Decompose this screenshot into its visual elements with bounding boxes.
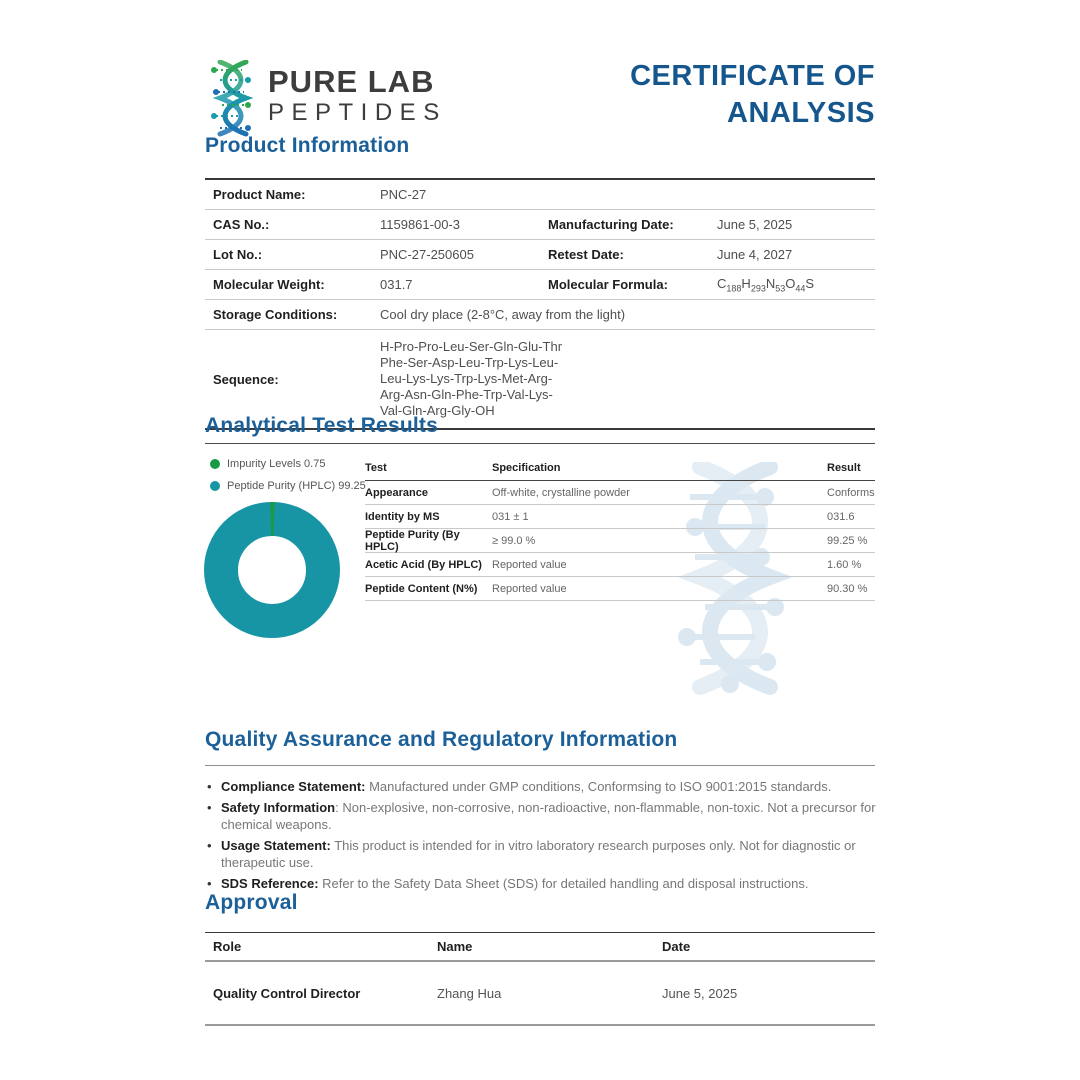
section-heading-product-information: Product Information xyxy=(205,134,410,157)
list-item xyxy=(207,875,879,892)
document-title-line1: CERTIFICATE OF xyxy=(630,60,875,92)
dna-helix-logo-icon xyxy=(202,60,262,143)
retest-date-value: June 4, 2027 xyxy=(717,247,793,262)
approver-name: Zhang Hua xyxy=(437,985,502,1001)
legend-item-impurity xyxy=(210,458,366,470)
molecular-weight-value: 031.7 xyxy=(380,277,413,292)
qa-bullet-label: SDS Reference: xyxy=(221,876,319,891)
header-specification: Specification xyxy=(492,461,561,474)
header-name: Name xyxy=(437,939,473,954)
approval-table xyxy=(205,932,875,1026)
brand-wordmark xyxy=(268,66,447,125)
qa-bullet-label: Usage Statement: xyxy=(221,838,331,853)
header-role: Role xyxy=(213,939,242,954)
bullet-marker: • xyxy=(207,876,212,891)
results-table-header xyxy=(365,455,875,481)
qa-bullet-text: This product is intended for in vitro laboratory research purposes only. Not for diagnostic or therapeutic use. xyxy=(221,838,856,870)
legend-item-purity xyxy=(210,480,366,492)
storage-conditions-value: Cool dry place (2-8°C, away from the light) xyxy=(380,307,626,322)
qa-heading-rule xyxy=(205,765,875,766)
document-title xyxy=(555,58,875,132)
header-test: Test xyxy=(365,461,387,474)
lot-label: Lot No.: xyxy=(213,247,263,262)
analytical-heading-rule xyxy=(205,443,875,444)
header-date: Date xyxy=(662,939,691,954)
qa-bullet-label: Compliance Statement: xyxy=(221,779,366,794)
table-row xyxy=(205,270,875,300)
storage-conditions-label: Storage Conditions: xyxy=(213,307,338,322)
lot-value: PNC-27-250605 xyxy=(380,247,474,262)
legend-dot-purity xyxy=(210,481,220,491)
section-heading-approval: Approval xyxy=(205,891,298,914)
bullet-marker: • xyxy=(207,838,212,853)
purity-donut-chart xyxy=(202,500,342,640)
cas-value: 1159861-00-3 xyxy=(380,217,460,232)
qa-bullet-text: Manufactured under GMP conditions, Conformsing to ISO 9001:2015 standards. xyxy=(365,779,832,794)
section-heading-quality-assurance: Quality Assurance and Regulatory Information xyxy=(205,728,678,751)
table-row: Peptide Purity (By HPLC) ≥ 99.0 % 99.25 % xyxy=(365,529,875,553)
product-name-label: Product Name: xyxy=(213,187,306,202)
sequence-label: Sequence: xyxy=(213,371,279,387)
table-row xyxy=(205,210,875,240)
analytical-results-table xyxy=(365,455,875,601)
table-row: Peptide Content (N%) Reported value 90.30 % xyxy=(365,577,875,601)
header-result: Result xyxy=(827,461,861,474)
legend-label-impurity: Impurity Levels 0.75 xyxy=(227,458,326,470)
section-heading-analytical-test-results: Analytical Test Results xyxy=(205,414,438,437)
brand-name-line1: PURE LAB xyxy=(268,64,435,99)
bullet-marker: • xyxy=(207,800,212,815)
table-row: Identity by MS 031 ± 1 031.6 xyxy=(365,505,875,529)
list-item xyxy=(207,837,879,871)
qa-bullet-text: : Non-explosive, non-corrosive, non-radioactive, non-flammable, non-toxic. Not a precursor for chemical weapons. xyxy=(221,800,876,832)
approver-role: Quality Control Director xyxy=(213,985,361,1001)
qa-bullet-text: Refer to the Safety Data Sheet (SDS) for detailed handling and disposal instructions. xyxy=(318,876,809,891)
product-info-table xyxy=(205,178,875,430)
legend-dot-impurity xyxy=(210,459,220,469)
qa-bullet-list xyxy=(207,778,879,896)
table-row xyxy=(205,962,875,1026)
brand-name-line2: PEPTIDES xyxy=(268,99,447,126)
approval-date: June 5, 2025 xyxy=(662,985,738,1001)
table-row xyxy=(205,300,875,330)
table-row: Appearance Off-white, crystalline powder Conforms xyxy=(365,481,875,505)
chart-legend xyxy=(210,458,366,502)
table-row xyxy=(205,240,875,270)
approval-table-header xyxy=(205,933,875,962)
sequence-value: H-Pro-Pro-Leu-Ser-Gln-Glu-Thr Phe-Ser-Asp-Leu-Trp-Lys-Leu- Leu-Lys-Lys-Trp-Lys-Met-Arg- Arg-Asn-Gln-Phe-Trp-Val-Lys- Val-Gln-Arg-Gly-OH xyxy=(380,339,563,418)
legend-label-purity: Peptide Purity (HPLC) 99.25 xyxy=(227,480,366,492)
cas-label: CAS No.: xyxy=(213,217,270,232)
retest-date-label: Retest Date: xyxy=(548,247,624,262)
molecular-formula-value: $C_{188}H_{293}N_{53}O_{44}S$ xyxy=(717,275,815,294)
manufacturing-date-label: Manufacturing Date: xyxy=(548,217,674,232)
product-name-value: PNC-27 xyxy=(380,187,427,202)
list-item xyxy=(207,778,879,795)
list-item xyxy=(207,799,879,833)
manufacturing-date-value: June 5, 2025 xyxy=(717,217,793,232)
table-row: Acetic Acid (By HPLC) Reported value 1.60 % xyxy=(365,553,875,577)
molecular-formula-label: Molecular Formula: xyxy=(548,277,668,292)
qa-bullet-label: Safety Information xyxy=(221,800,336,815)
table-row xyxy=(205,180,875,210)
document-title-line2: ANALYSIS xyxy=(727,97,875,129)
bullet-marker: • xyxy=(207,779,212,794)
molecular-weight-label: Molecular Weight: xyxy=(213,277,325,292)
